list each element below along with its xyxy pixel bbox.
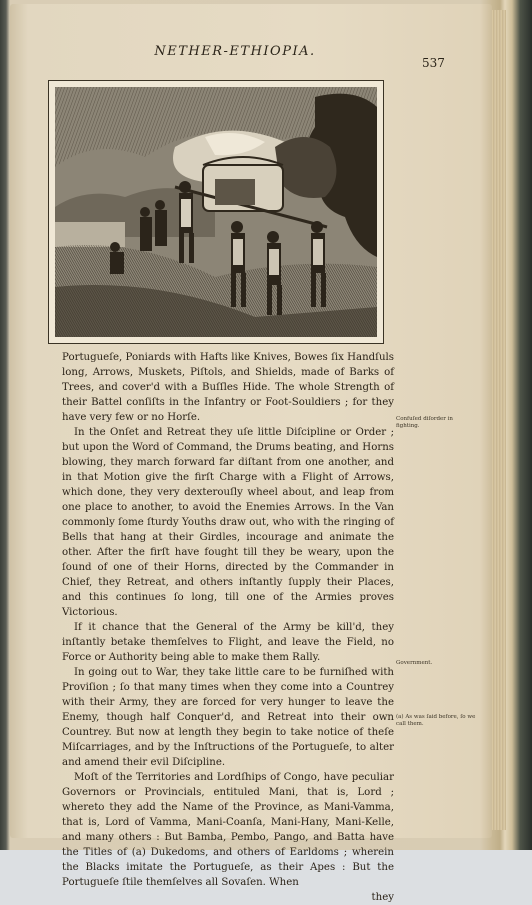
book-page [10,4,492,903]
catchword: they [371,892,394,903]
paragraph: In the Onſet and Retreat they uſe little Diſcipline or Order ; but upon the Word of Command, the Drums beating, and Horns blowing, they march forward far diſtant from one another, and in that Motion give the firſt Charge with a Flight of Arrows, which done, they very dexterouſly wheel about, and leap from one place to another, to avoid the Enemies Arrows. In the Van commonly ſome ſturdy Youths draw out, who with the ringing of Bells that hang at their Girdles, incourage and animate the other. After the firſt have fought till they be weary, upon the ſound of one of their Horns, directed by the Commander in Chief, they Retreat, and others inſtantly ſupply their Places, and this continues ſo long, till one of the Armies proves Victorious. [62,427,394,618]
page-edges [492,10,506,830]
paragraph: Portugueſe, Poniards with Hafts like Knives, Bowes ſix Handſuls long, Arrows, Muskets, Piſtols, and Shields, made of Barks of Trees, and cover'd with a Buſſles Hide. The whole Strength of their Battel conſiſts in the Infantry or Foot-Souldiers ; for they have very few or no Horſe. [62,352,394,423]
men-carrying-palanquin-engraving [55,87,377,337]
margin-note-government: Government. [396,660,433,666]
running-header: NETHER-ETHIOPIA. [154,44,316,59]
main-text [62,350,394,905]
page-number: 537 [422,56,445,70]
engraving-plate [48,80,384,344]
paragraph: Moſt of the Territories and Lordſhips of Congo, have peculiar Governors or Provincials, entituled Mani, that is, Lord ; whereto they add the Name of the Province, as Mani-Vamma, that is, Lord of Vamma, Mani-Coanſa, Mani-Hany, Mani-Kelle, and many others : But Bamba, Pembo, Pango, and Batta have the Titles of (a) Dukedoms, and others of Earldoms ; wherein the Blacks imitate the Portugueſe, as their Apes : But the Portugueſe ſtile themſelves all Sovaſen. When [62,772,394,888]
margin-note-disorder: Confuſed diſorder in fighting. [396,416,453,429]
margin-note-footnote: (a) As was ſaid before, ſo we call them. [396,714,476,727]
paragraph: If it chance that the General of the Army be kill'd, they inſtantly betake themſelves to Flight, and leave the Field, no Force or Authority being able to make them Rally. [62,622,394,663]
paragraph: In going out to War, they take little care to be furniſhed with Proviſion ; ſo that many times when they come into a Countrey with their Army, they are forced for very hunger to leave the Enemy, though half Conquer'd, and Retreat into their own Countrey. But now at length they begin to take notice of theſe Miſcarriages, and by the Inſtructions of the Portugueſe, to alter and amend their evil Diſcipline. [62,667,394,768]
